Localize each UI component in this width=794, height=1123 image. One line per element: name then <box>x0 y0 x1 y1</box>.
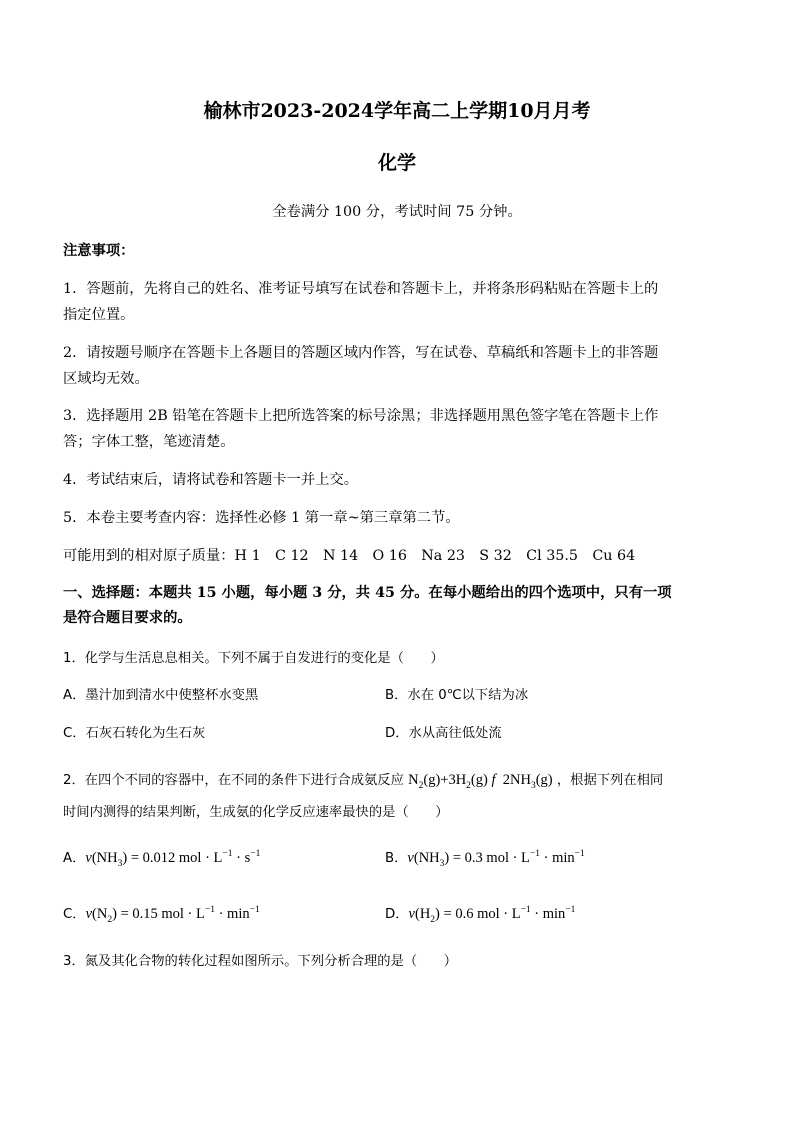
question-2-stem: 2．在四个不同的容器中，在不同的条件下进行合成氨反应 $N_2(g)+3H_2(g)$ f $2NH_3(g)$ ，根据下列在相同 <box>63 772 664 791</box>
q2-option-d: D．$v(H_2) = 0.6$ mol · $L^{-1} \cdot \min^{-1}$ <box>385 905 576 925</box>
question-2-stem-cont: 时间内测得的结果判断，生成氨的化学反应速率最快的是（ ） <box>63 805 449 820</box>
q1-option-d: D．水从高往低处流 <box>385 726 502 741</box>
notice-item-5: 5．本卷主要考查内容：选择性必修 1 第一章~第三章第二节。 <box>63 510 460 526</box>
q2-option-c: C．$v(N_2) = 0.15$ mol · $L^{-1} \cdot \min^{-1}$ <box>63 905 260 925</box>
atomic-mass-line: 可能用到的相对原子质量：H 1 C 12 N 14 O 16 Na 23 S 32 Cl 35.5 Cu 64 <box>63 548 636 564</box>
q2-option-b: B．$v(NH_3) = 0.3$ mol · $L^{-1} \cdot \min^{-1}$ <box>385 849 585 869</box>
q1-option-c: C．石灰石转化为生石灰 <box>63 726 206 741</box>
notice-item-3: 3．选择题用 2B 铅笔在答题卡上把所选答案的标号涂黑；非选择题用黑色签字笔在答题卡上作 <box>63 408 659 424</box>
question-3-stem: 3．氮及其化合物的转化过程如图所示。下列分析合理的是（ ） <box>63 954 458 969</box>
notice-item-1: 1．答题前，先将自己的姓名、准考证号填写在试卷和答题卡上，并将条形码粘贴在答题卡上的 <box>63 281 659 297</box>
notice-item-2: 2．请按题号顺序在答题卡上各题目的答题区域内作答，写在试卷、草稿纸和答题卡上的非答题 <box>63 345 659 361</box>
section-heading: 一、选择题：本题共 15 小题，每小题 3 分，共 45 分。在每小题给出的四个选项中，只有一项 <box>63 585 672 601</box>
notices-heading: 注意事项： <box>63 243 135 259</box>
question-1-stem: 1．化学与生活息息相关。下列不属于自发进行的变化是（ ） <box>63 651 444 666</box>
notice-item-2-cont: 区域均无效。 <box>63 371 149 387</box>
exam-title: 榆林市2023-2024学年高二上学期10月月考 <box>203 100 591 122</box>
subject-title: 化学 <box>377 152 416 174</box>
section-heading-cont: 是符合题目要求的。 <box>63 610 192 626</box>
q1-option-b: B．水在 0℃以下结为冰 <box>385 688 529 703</box>
q2-option-a: A．$v(NH_3) = 0.012$ mol · $L^{-1} \cdot s^{-1}$ <box>63 849 261 869</box>
q1-option-a: A．墨汁加到清水中使整杯水变黑 <box>63 688 259 703</box>
notice-item-3-cont: 答；字体工整，笔迹清楚。 <box>63 434 235 450</box>
exam-note: 全卷满分 100 分，考试时间 75 分钟。 <box>272 204 522 220</box>
notice-item-1-cont: 指定位置。 <box>63 307 135 323</box>
notice-item-4: 4．考试结束后，请将试卷和答题卡一并上交。 <box>63 472 359 488</box>
reaction-equation: $N_2(g)+3H_2(g)$ f $2NH_3(g)$ <box>408 772 553 791</box>
